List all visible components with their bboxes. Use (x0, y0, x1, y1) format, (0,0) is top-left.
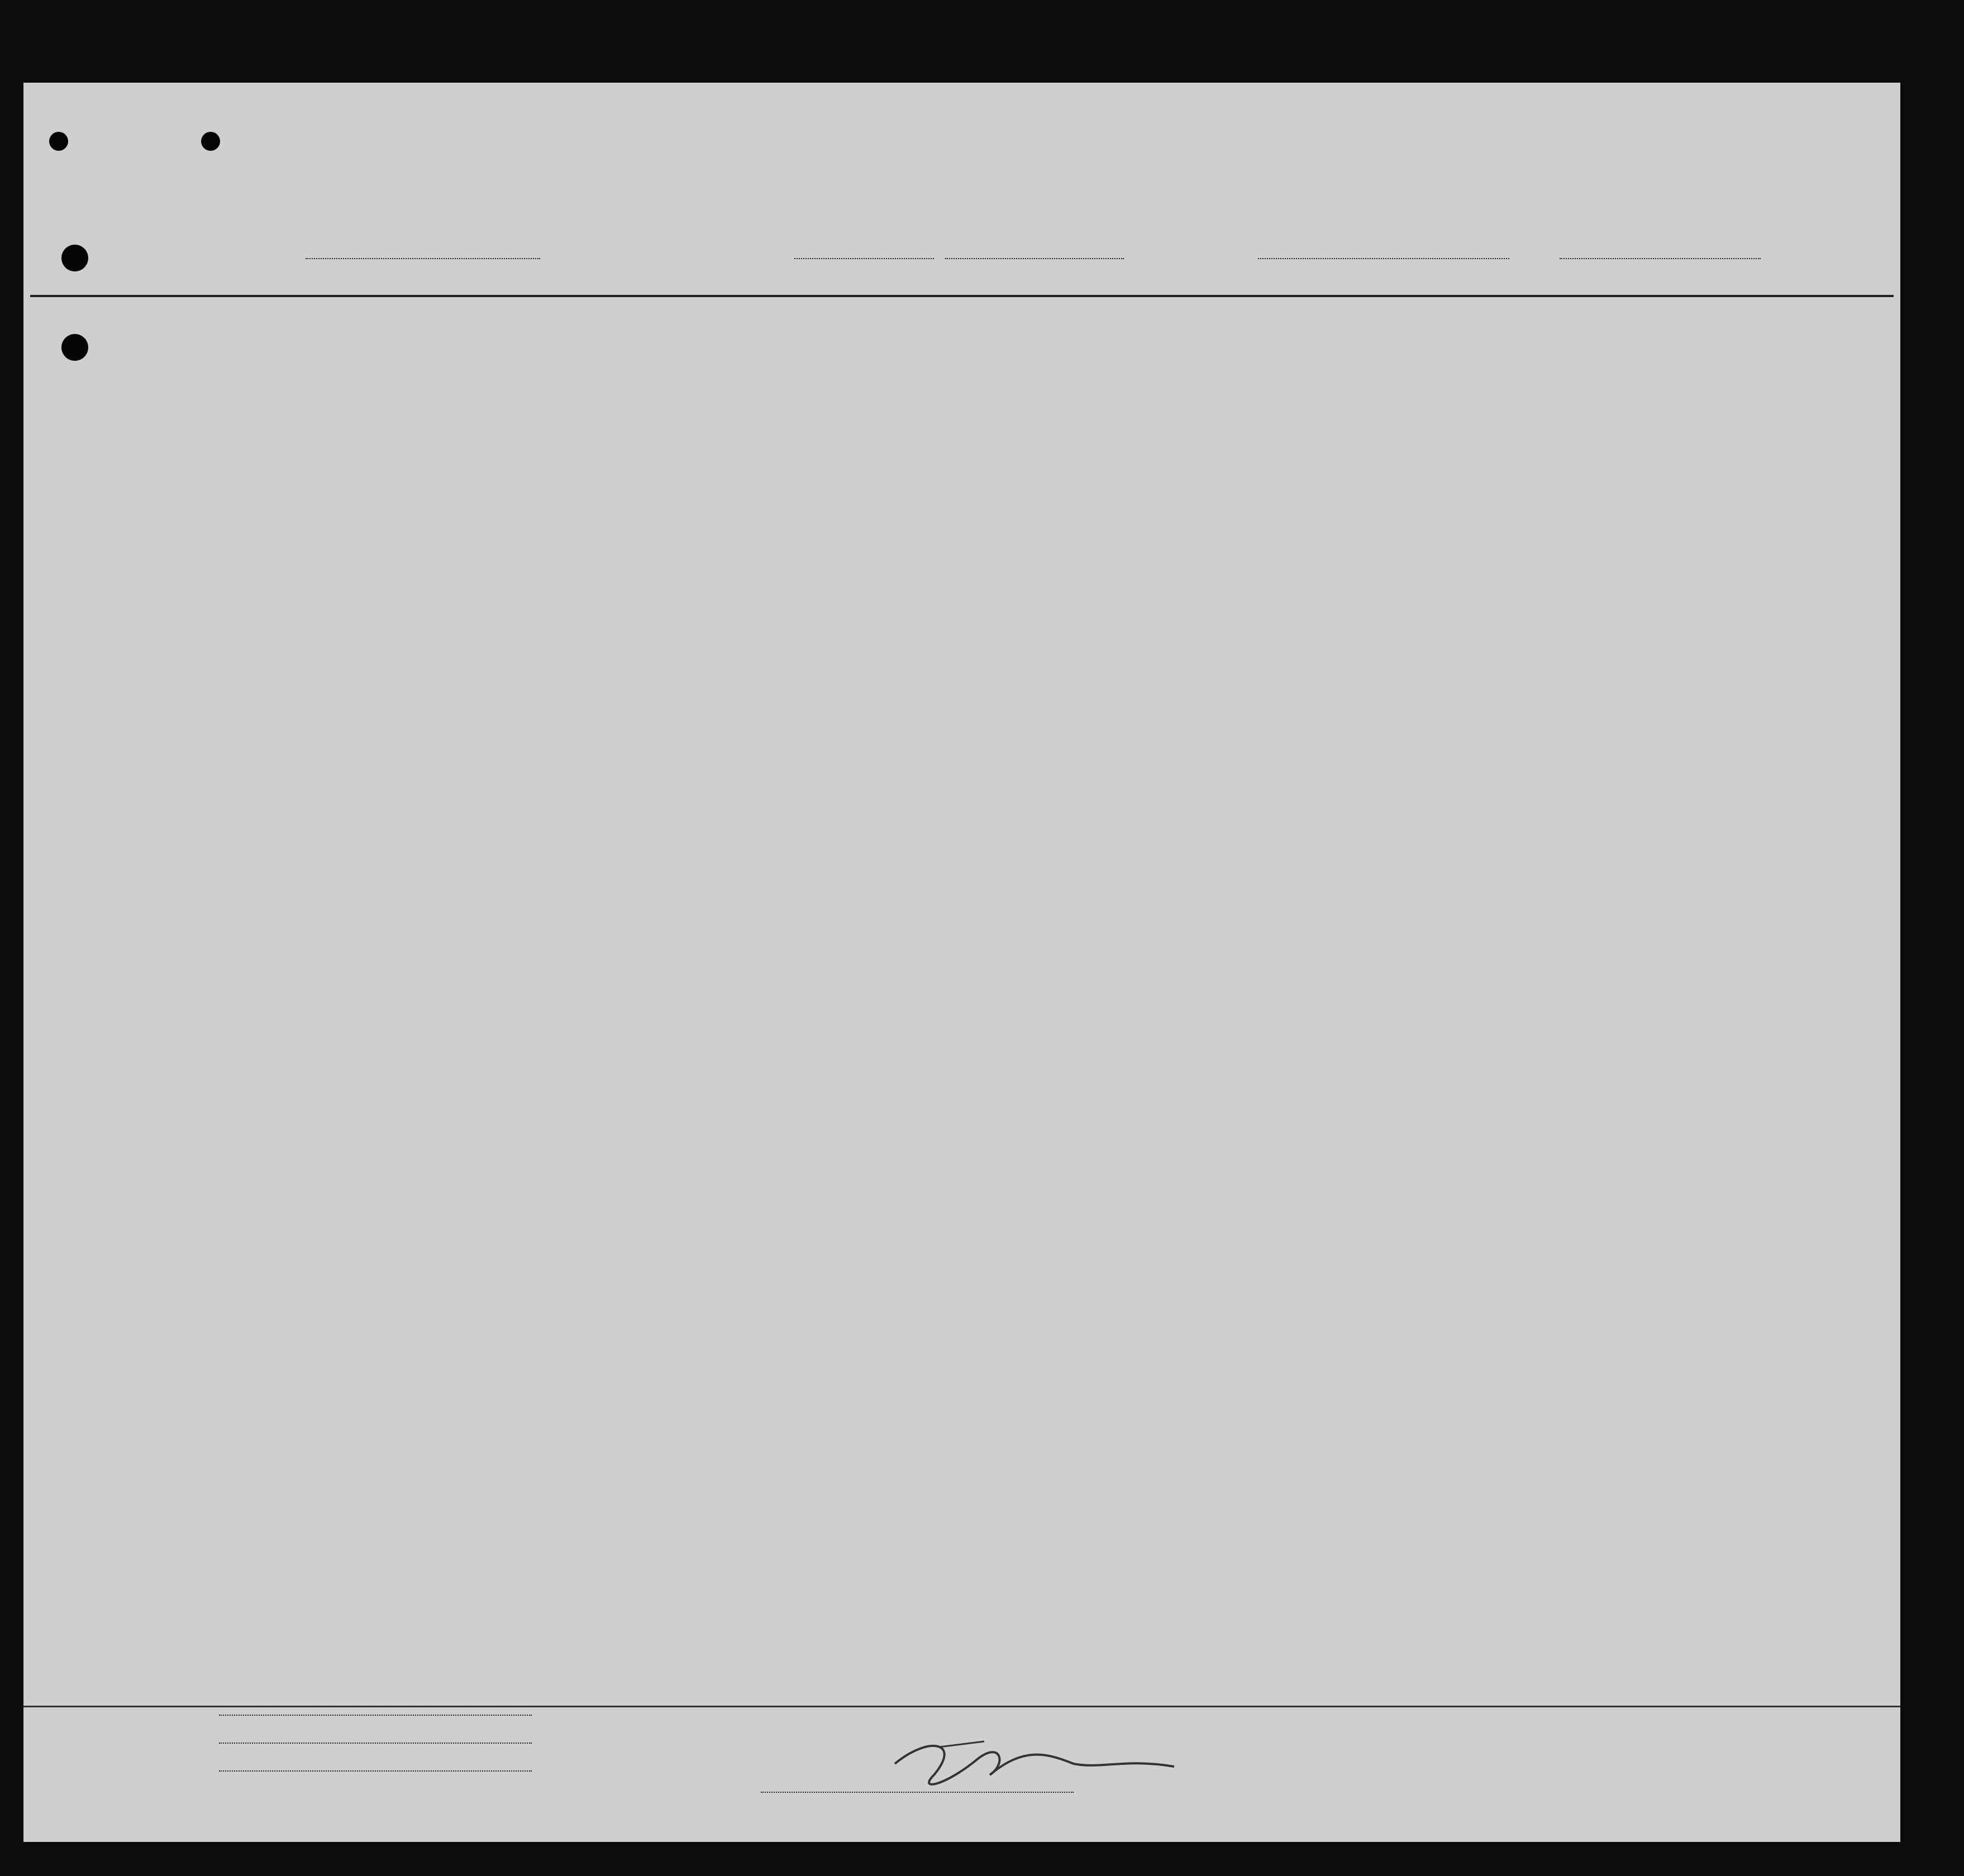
arrival-port (1258, 258, 1509, 259)
owners-value (219, 1743, 532, 1744)
punch-hole (61, 245, 88, 271)
agents-value (219, 1770, 532, 1772)
inspector-line (761, 1792, 1074, 1793)
departure-port (794, 258, 934, 259)
line-value (219, 1715, 532, 1716)
manifest-page (23, 83, 1900, 1842)
punch-hole (61, 334, 88, 361)
header-top-border (30, 295, 1894, 297)
punch-hole (49, 132, 68, 151)
footer-divider (23, 1706, 1900, 1707)
arrival-date (1560, 258, 1761, 259)
vessel-line (208, 258, 1772, 284)
departure-date (945, 258, 1124, 259)
punch-hole (201, 132, 220, 151)
vessel-name (306, 258, 540, 259)
inspector-signature (861, 1725, 1252, 1797)
